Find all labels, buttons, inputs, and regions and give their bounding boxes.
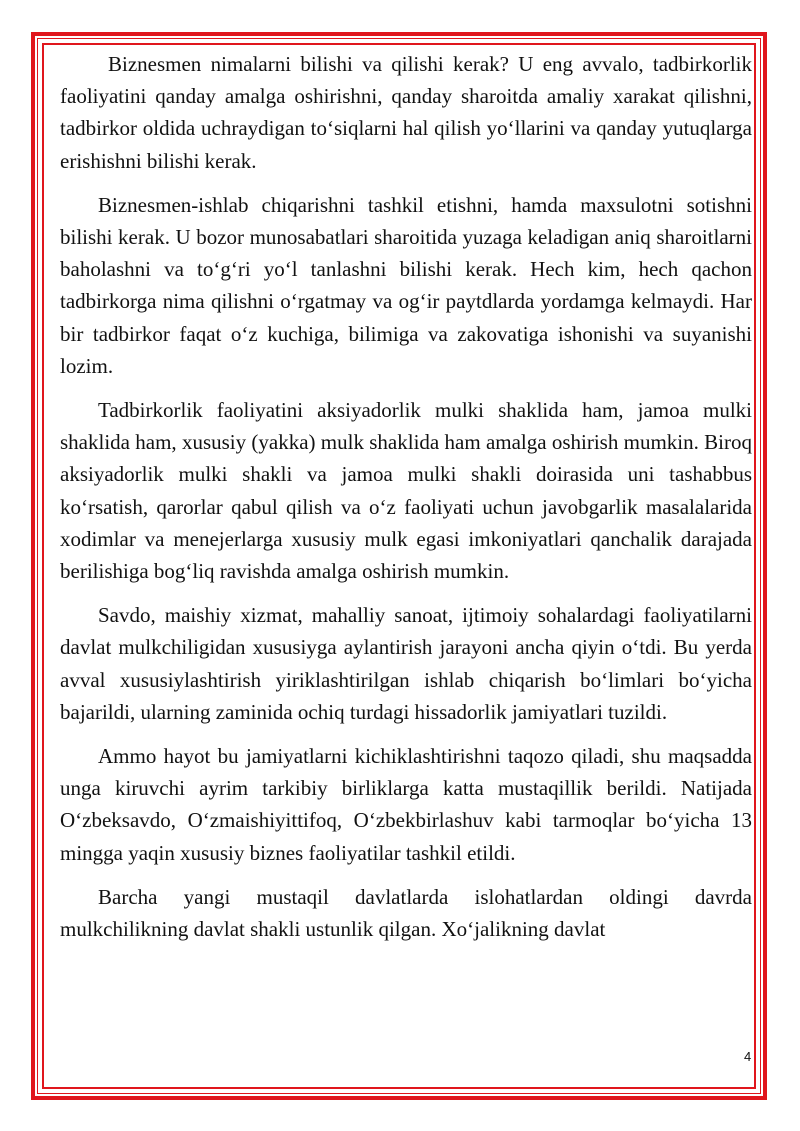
paragraph: Barcha yangi mustaqil davlatlarda islohatlardan oldingi davrda mulkchilikning davlat shakli ustunlik qilgan. Xo‘jalikning davlat — [60, 884, 752, 942]
paragraph: Biznesmen nimalarni bilishi va qilishi kerak? U eng avvalo, tadbirkorlik faoliyatini qanday amalga oshirishni, qanday sharoitda amaliy xarakat qilishni, tadbirkor oldida uchraydigan to‘siqlarni hal qilish yo‘llarini va qanday yutuqlarga erishishni bilishi kerak. — [60, 52, 752, 173]
paragraph: Ammo hayot bu jamiyatlarni kichiklashtirishni taqozo qiladi, shu maqsadda unga kiruvchi ayrim tarkibiy birliklarga katta mustaqillik berildi. Natijada O‘zbeksavdo, O‘zmaishiyittifoq, O‘zbekbirlashuv kabi tarmoqlar bo‘yicha 13 mingga yaqin xususiy biznes faoliyatilar tashkil etildi. — [60, 744, 752, 865]
paragraph: Tadbirkorlik faoliyatini aksiyadorlik mulki shaklida ham, jamoa mulki shaklida ham, xususiy (yakka) mulk shaklida ham amalga oshirish mumkin. Biroq aksiyadorlik mulki shakli va jamoa mulki shakli doirasida uni tashabbus ko‘rsatish, qarorlar qabul qilish va o‘z faoliyati uchun javobgarlik masalalarida xodimlar va menejerlarga xususiy mulk egasi imkoniyatlari qanchalik darajada berilishiga bog‘liq ravishda amalga oshirish mumkin. — [60, 398, 752, 584]
page-number: 4 — [744, 1049, 752, 1064]
paragraph: Savdo, maishiy xizmat, mahalliy sanoat, ijtimoiy sohalardagi faoliyatilarni davlat mulkchiligidan xususiyga aylantirish jarayoni ancha qiyin o‘tdi. Bu yerda avval xususiylashtirish yiriklashtirilgan ishlab chiqarish bo‘limlari bo‘yicha bajarildi, ularning zaminida ochiq turdagi hissadorlik jamiyatlari tuzildi. — [60, 603, 752, 724]
document-body — [60, 48, 752, 957]
paragraph: Biznesmen-ishlab chiqarishni tashkil etishni, hamda maxsulotni sotishni bilishi kerak. U bozor munosabatlari sharoitida yuzaga keladigan aniq sharoitlarni baholashni va to‘g‘ri yo‘l tanlashni bilishi kerak. Hech kim, hech qachon tadbirkorga nima qilishni o‘rgatmay va og‘ir paytdlarda yordamga kelmaydi. Har bir tadbirkor faqat o‘z kuchiga, bilimiga va zakovatiga ishonishi va suyanishi lozim. — [60, 192, 752, 378]
